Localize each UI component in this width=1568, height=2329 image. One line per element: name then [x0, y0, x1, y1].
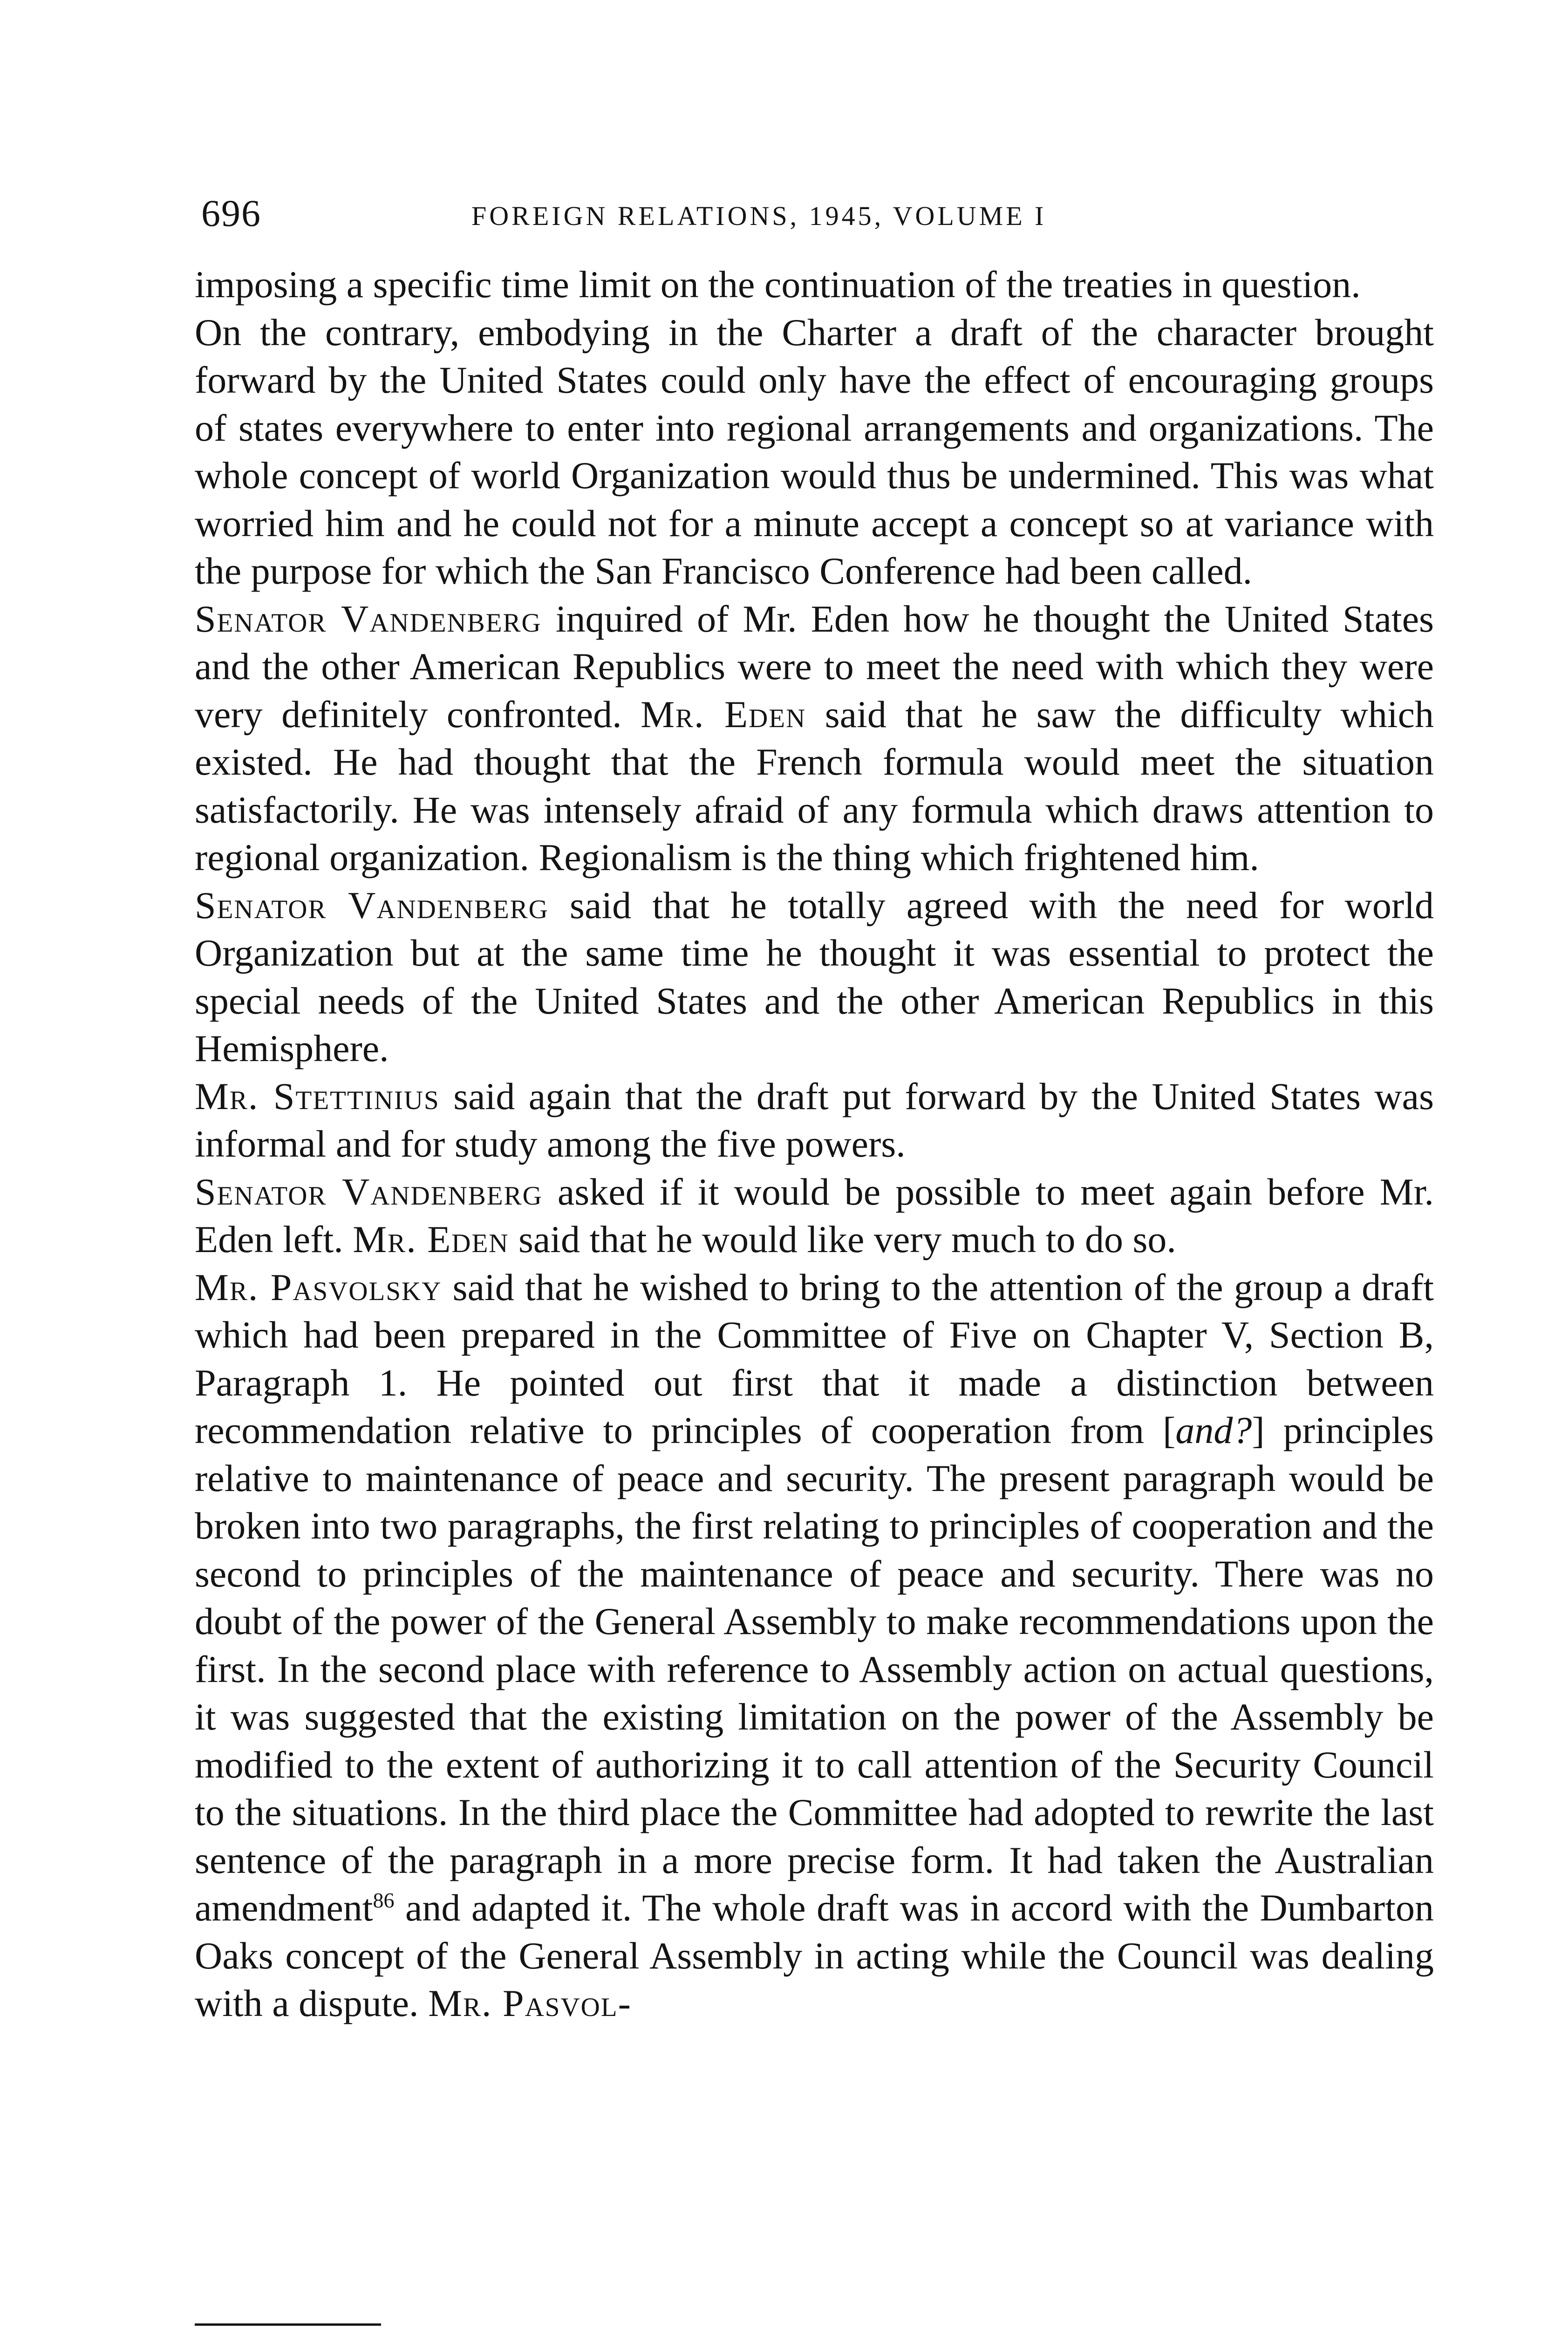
paragraph-text: said that he would like very much to do so. — [509, 1218, 1176, 1260]
speaker-name: Mr. Pasvol- — [428, 1982, 632, 2024]
paragraph-text: said that he wished to bring to the attention of the group a draft which had been prepared in the Committee of Five on Chapter V, Section B, Paragraph 1. He pointed out first that it made a distinction between recommendation relative to principles of cooperation from [ — [195, 1266, 1434, 1451]
paragraph — [195, 882, 1434, 1073]
paragraph-text: On the contrary, embodying in the Charter a draft of the character brought forward by the United States could only have the effect of encouraging groups of states everywhere to enter into regional arrangements and organizations. The whole concept of world Organization would thus be undermined. This was what worried him and he could not for a minute accept a concept so at variance with the purpose for which the San Francisco Conference had been called. — [195, 311, 1434, 592]
paragraph-text: ] principles relative to maintenance of peace and security. The present paragraph would be broken into two paragraphs, the first relating to principles of cooperation and the second to principles of the maintenance of peace and security. There was no doubt of the power of the General Assembly to make recommendations upon the first. In the second place with reference to Assembly action on actual questions, it was suggested that the existing limitation on the power of the Assembly be modified to the extent of authorizing it to call attention of the Security Council to the situations. In the third place the Committee had adopted to rewrite the last sentence of the paragraph in a more precise form. It had taken the Australian amendment — [195, 1409, 1434, 1929]
paragraph — [195, 595, 1434, 882]
page-number: 696 — [201, 192, 261, 234]
paragraph-text: said again that the draft put forward by the United States was informal and for study among the five powers. — [195, 1075, 1434, 1165]
speaker-name: Mr. Stettinius — [195, 1075, 440, 1117]
paragraph-continuation — [195, 261, 1434, 309]
speaker-name: Senator Vandenberg — [195, 597, 542, 640]
paragraph-text: and adapted it. The whole draft was in accord with the Dumbarton Oaks concept of the General Assembly in acting while the Council was dealing with a dispute. — [195, 1886, 1434, 2024]
paragraph — [195, 1264, 1434, 2028]
paragraph-text: said that he totally agreed with the need for world Organization but at the same time he thought it was essential to protect the special needs of the United States and the other American Republics in this Hemisphere. — [195, 884, 1434, 1069]
footnote-divider — [195, 2323, 381, 2326]
paragraph-text: inquired of Mr. Eden how he thought the United States and the other American Republics were to meet the need with which they were very definitely confronted. — [195, 597, 1434, 735]
paragraph — [195, 1168, 1434, 1264]
paragraph — [195, 309, 1434, 595]
speaker-name: Mr. Eden — [641, 693, 806, 735]
speaker-name: Senator Vandenberg — [195, 1170, 543, 1213]
page-header — [201, 190, 1431, 237]
paragraph-text: imposing a specific time limit on the continuation of the treaties in question. — [195, 263, 1361, 306]
paragraph — [195, 1073, 1434, 1168]
speaker-name: Mr. Pasvolsky — [195, 1266, 442, 1308]
footnote-reference[interactable]: 86 — [373, 1888, 395, 1912]
body-text — [195, 261, 1434, 2028]
speaker-name: Mr. Eden — [353, 1218, 509, 1260]
paragraph-text: said that he saw the difficulty which existed. He had thought that the French formula would meet the situation satisfactorily. He was intensely afraid of any formula which draws attention to regional organization. Regionalism is the thing which frightened him. — [195, 693, 1434, 878]
speaker-name: Senator Vandenberg — [195, 884, 549, 926]
editorial-insertion: and? — [1175, 1409, 1252, 1451]
paragraph-text: asked if it would be possible to meet again before Mr. Eden left. — [195, 1170, 1434, 1260]
running-head: FOREIGN RELATIONS, 1945, VOLUME I — [471, 201, 1047, 231]
